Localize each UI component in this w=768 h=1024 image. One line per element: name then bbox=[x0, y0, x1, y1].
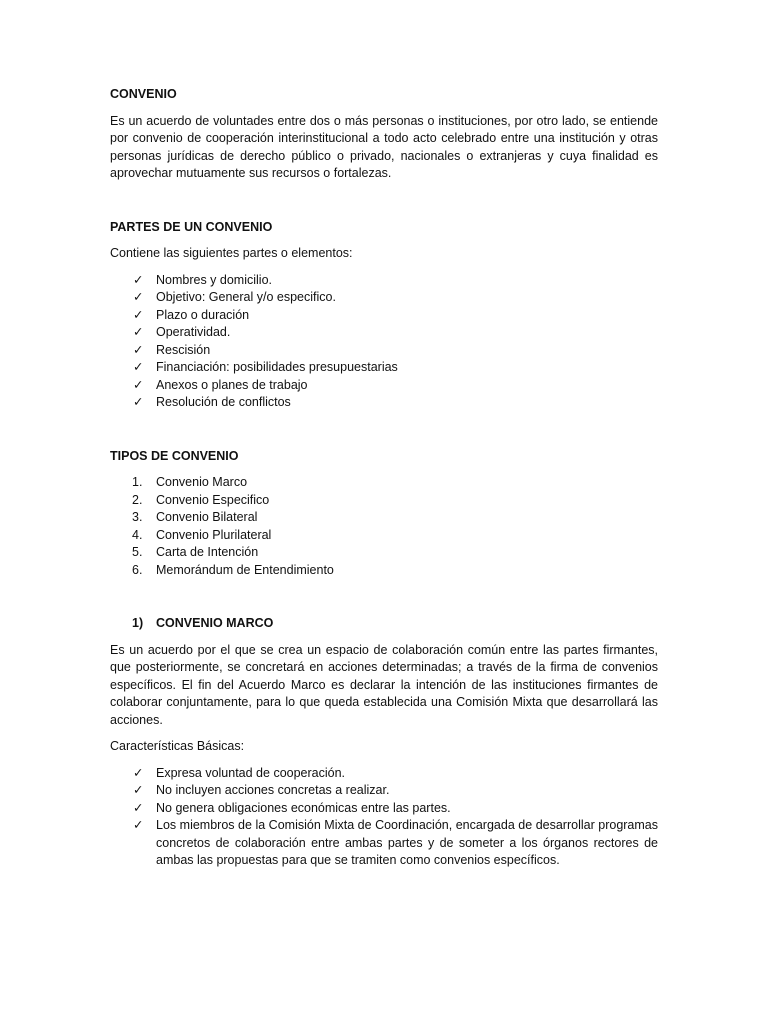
list-item: ✓ Financiación: posibilidades presupuestarias bbox=[110, 359, 658, 377]
list-item: ✓ Objetivo: General y/o especifico. bbox=[110, 289, 658, 307]
caracteristicas-list bbox=[110, 765, 658, 870]
check-icon: ✓ bbox=[133, 307, 144, 322]
heading-convenio-marco: 1) CONVENIO MARCO bbox=[132, 616, 274, 630]
heading-partes: PARTES DE UN CONVENIO bbox=[110, 219, 273, 234]
check-icon: ✓ bbox=[133, 360, 144, 374]
caracteristicas-label: Características Básicas: bbox=[110, 739, 245, 753]
list-item: ✓ Plazo o duración bbox=[110, 307, 658, 325]
list-item: ✓ No genera obligaciones económicas entre las partes. bbox=[110, 800, 658, 818]
paragraph-convenio: Es un acuerdo de voluntades entre dos o más personas o instituciones, por otro lado, se entiende por convenio de cooperación interinstitucional a todo acto celebrado entre una institución y otras personas jurídicas de derecho público o privado, nacionales o extranjeras y cuya finalidad es aprovechar mutuamente sus recursos o fortalezas. bbox=[110, 113, 658, 180]
check-icon: ✓ bbox=[133, 395, 144, 409]
list-item: ✓ Rescisión bbox=[110, 342, 658, 360]
check-icon: ✓ bbox=[133, 377, 144, 392]
list-item: 1. Convenio Marco bbox=[132, 475, 248, 489]
list-item: 6. Memorándum de Entendimiento bbox=[132, 562, 334, 577]
list-item: ✓ Operatividad. bbox=[110, 324, 658, 342]
paragraph-convenio-marco: Es un acuerdo por el que se crea un espacio de colaboración común entre las partes firmantes, que posteriormente, se concretará en acciones determinadas; a través de la firma de convenios específicos. El fin del Acuerdo Marco es declarar la intención de las instituciones firmantes de colaborar conjuntamente, para lo que queda establecida una Comisión Mixta que desarrollará las acciones. bbox=[110, 642, 658, 727]
list-item: ✓ Nombres y domicilio. bbox=[110, 272, 658, 290]
list-item: ✓ Los miembros de la Comisión Mixta de Coordinación, encargada de desarrollar programas concretos de colaboración entre ambas partes y de someter a los órganos rectores de ambas las propuestas para que se tramiten como convenios específicos. bbox=[133, 818, 658, 867]
heading-tipos: TIPOS DE CONVENIO bbox=[110, 448, 239, 463]
check-icon: ✓ bbox=[133, 765, 144, 780]
list-item: ✓ Anexos o planes de trabajo bbox=[110, 377, 658, 395]
list-item: 2. Convenio Especifico bbox=[132, 492, 270, 507]
list-item: ✓ No incluyen acciones concretas a realizar. bbox=[110, 782, 658, 800]
check-icon: ✓ bbox=[133, 818, 144, 832]
heading-convenio: CONVENIO bbox=[110, 87, 177, 101]
check-icon: ✓ bbox=[133, 325, 144, 339]
tipos-list bbox=[110, 474, 658, 579]
list-item: 4. Convenio Plurilateral bbox=[132, 527, 272, 542]
check-icon: ✓ bbox=[133, 290, 144, 304]
partes-list bbox=[110, 272, 658, 412]
list-item: 5. Carta de Intención bbox=[132, 545, 259, 559]
check-icon: ✓ bbox=[133, 272, 144, 287]
check-icon: ✓ bbox=[133, 342, 144, 357]
partes-intro: Contiene las siguientes partes o elementos: bbox=[110, 246, 353, 260]
list-item: ✓ Resolución de conflictos bbox=[110, 394, 658, 412]
check-icon: ✓ bbox=[133, 783, 144, 797]
list-item: 3. Convenio Bilateral bbox=[132, 510, 258, 524]
check-icon: ✓ bbox=[133, 800, 144, 815]
list-item: ✓ Expresa voluntad de cooperación. bbox=[110, 765, 658, 783]
